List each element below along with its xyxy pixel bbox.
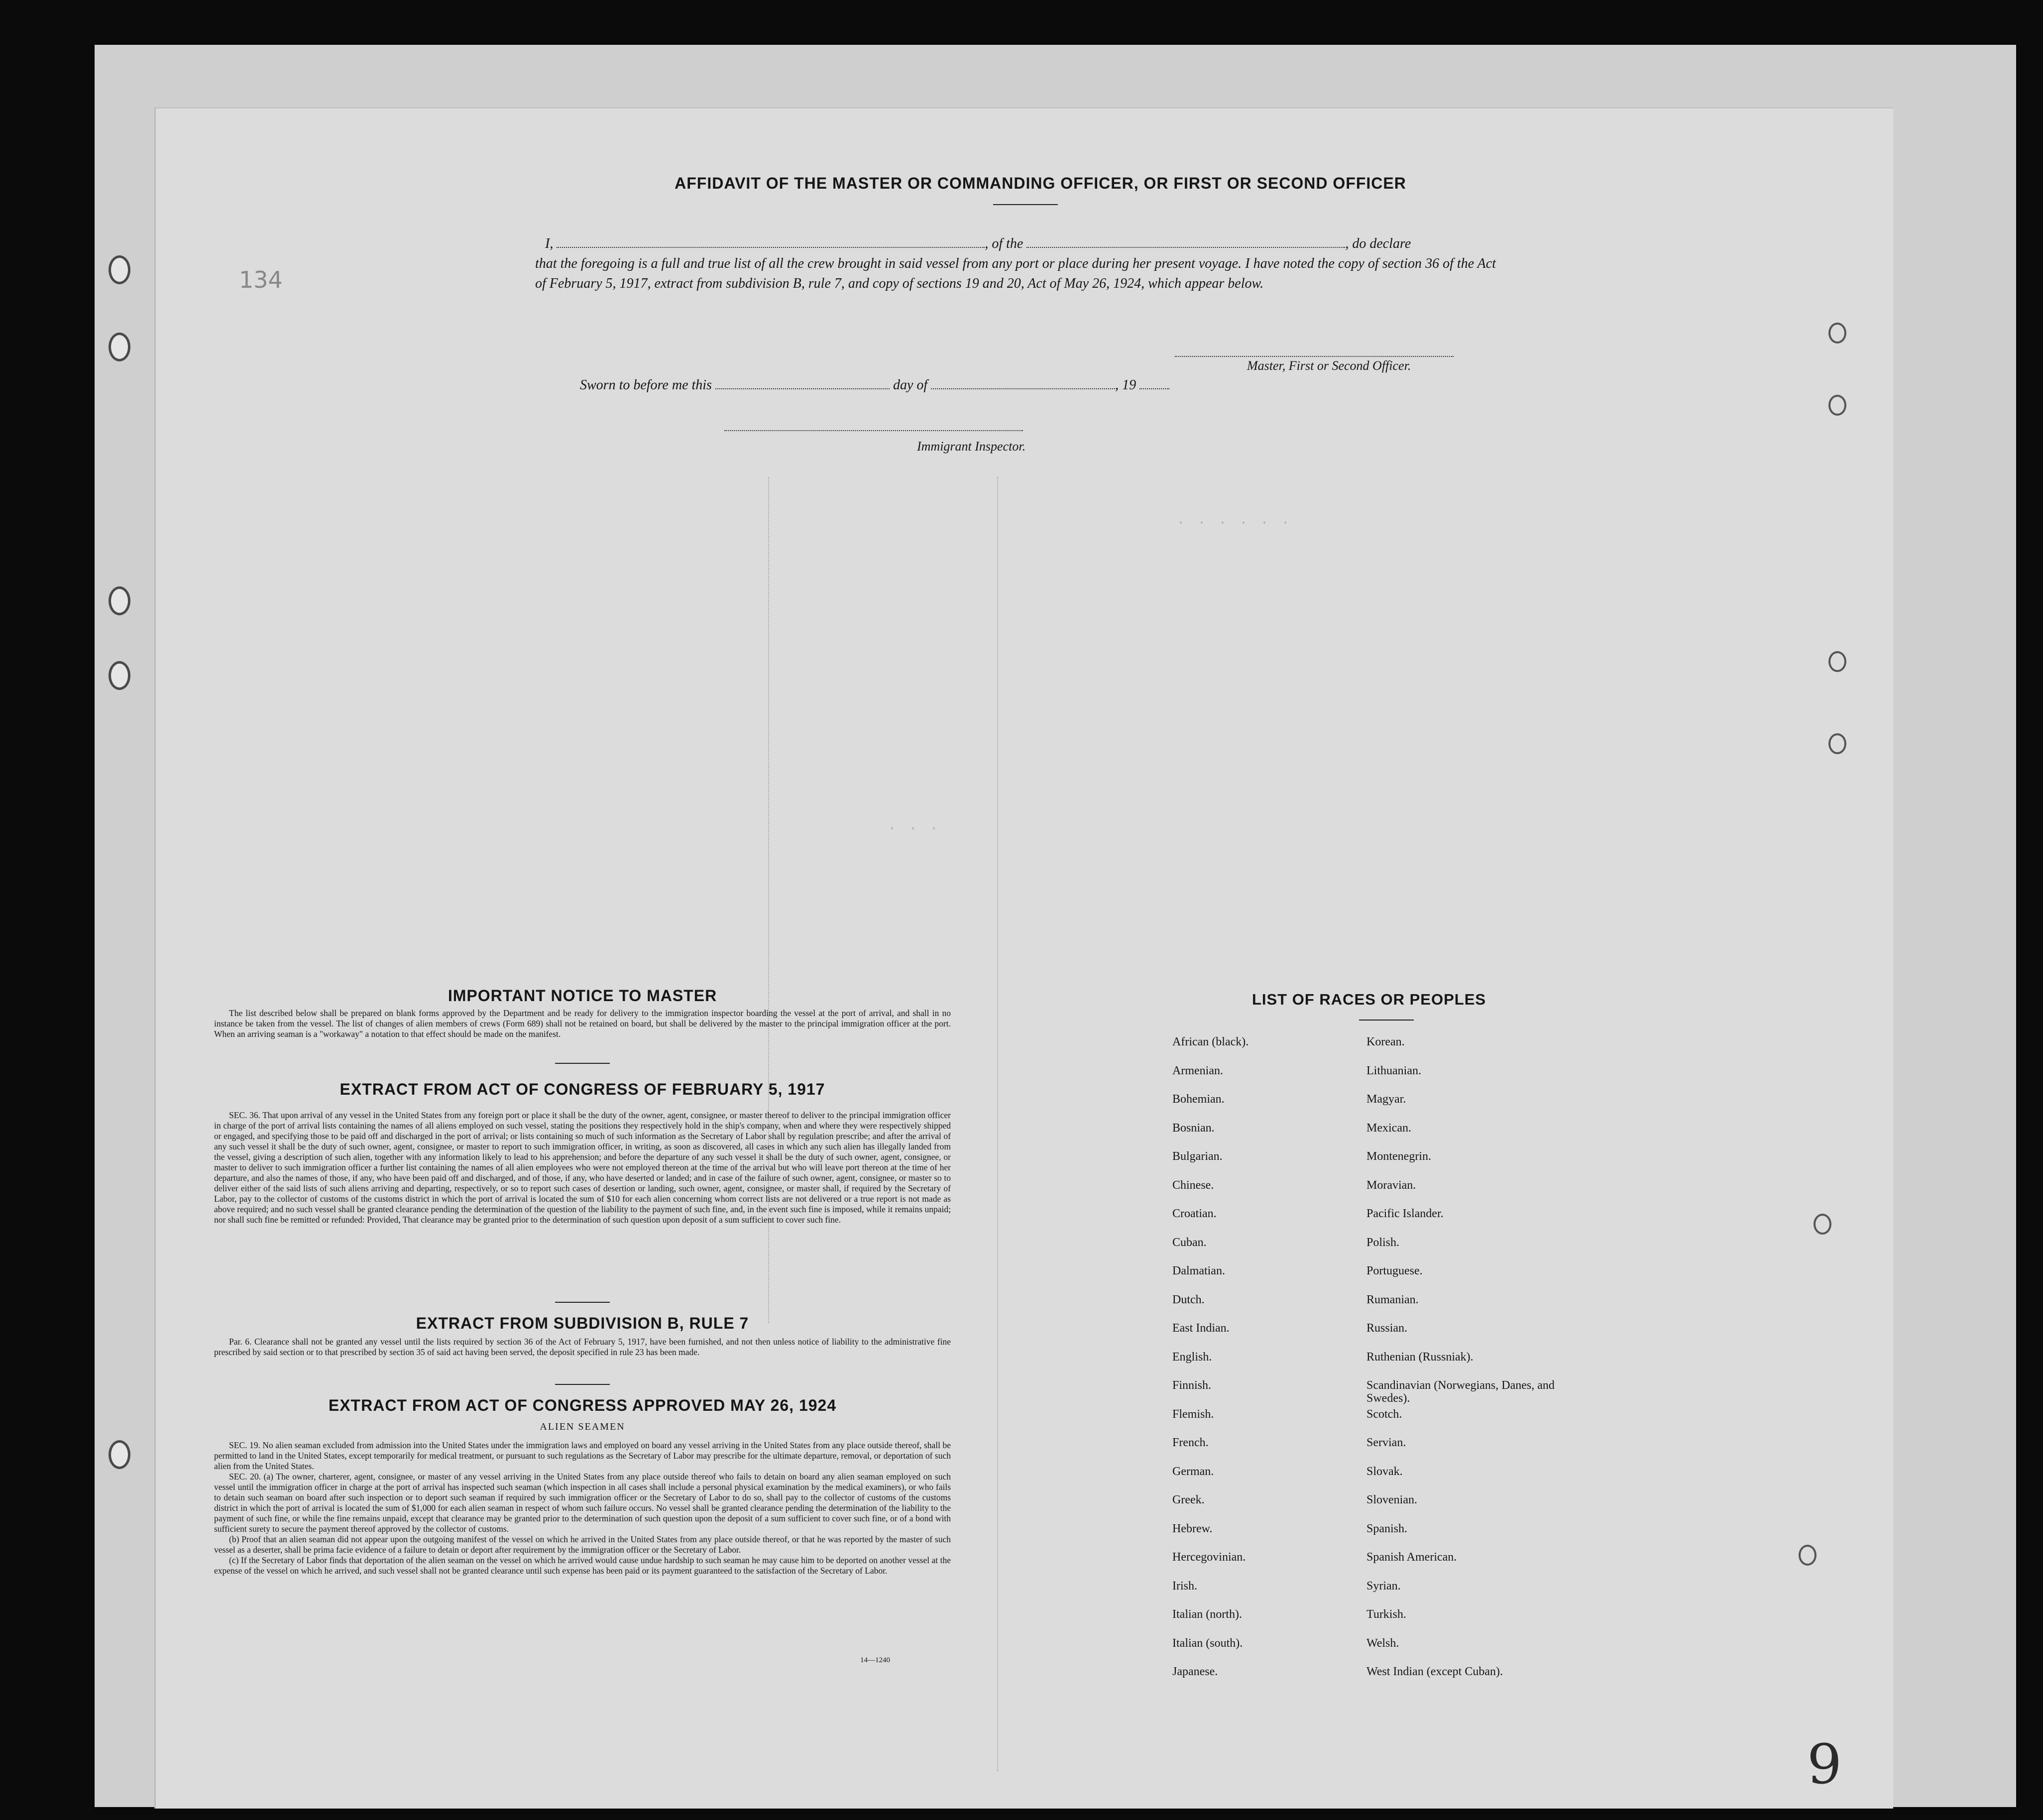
left-race-item: Hercegovinian. — [1172, 1551, 1246, 1564]
left-race-item: Bulgarian. — [1172, 1150, 1223, 1163]
left-race-item: Finnish. — [1172, 1379, 1212, 1392]
notice-body — [214, 1008, 951, 1039]
races-right-column — [1366, 1035, 1576, 1694]
punch-hole — [109, 586, 130, 615]
inspector-signature-line[interactable] — [724, 429, 1023, 431]
right-race-item: Scandinavian (Norwegians, Danes, and Swedes). — [1366, 1379, 1555, 1405]
rule-7-title: EXTRACT FROM SUBDIVISION B, RULE 7 — [416, 1314, 749, 1332]
affidavit-intro: I, — [545, 236, 554, 251]
sworn-day-field[interactable] — [715, 388, 890, 389]
ring-mark — [1828, 323, 1846, 343]
sec-20b-paragraph: (b) Proof that an alien seaman did not appear upon the outgoing manifest of the vessel on which he arrived in the United States from any place outside thereof, or that he was reported by the master of such vessel as a deserter, shall be prima facie evidence of a failure to detain or deport after requirement by the immigration officer or the Secretary of Labor. — [214, 1534, 951, 1555]
alien-seamen-subtitle: ALIEN SEAMEN — [540, 1421, 625, 1432]
act-1917-divider — [555, 1302, 610, 1303]
left-race-item: Dutch. — [1172, 1293, 1205, 1306]
act-1917-body — [214, 1110, 951, 1225]
right-race-item: Slovak. — [1366, 1465, 1403, 1478]
rule-7-divider — [555, 1384, 610, 1385]
left-race-item: Dalmatian. — [1172, 1264, 1225, 1277]
affidavit-of-the: , of the — [985, 236, 1023, 251]
left-race-item: Chinese. — [1172, 1178, 1214, 1192]
form-number: 14—1240 — [860, 1656, 890, 1664]
sworn-year-field[interactable] — [1139, 388, 1169, 389]
rule-7-paragraph: Par. 6. Clearance shall not be granted any vessel until the lists required by section 36 of the Act of February 5, 1917, have been furnished, and not then unless notice of liability to the administrative fine prescribed by said section or to that prescribed by section 35 of said act having been served, the deposit specified in rule 23 has been made. — [214, 1337, 951, 1357]
act-1924-body — [214, 1440, 951, 1576]
left-race-item: German. — [1172, 1465, 1214, 1478]
left-race-item: African (black). — [1172, 1035, 1249, 1048]
right-race-item: Servian. — [1366, 1436, 1406, 1449]
left-race-item: Italian (south). — [1172, 1636, 1243, 1650]
sworn-line — [580, 377, 1169, 393]
right-race-item: Montenegrin. — [1366, 1150, 1431, 1163]
affidavit-title: AFFIDAVIT OF THE MASTER OR COMMANDING OFFICER, OR FIRST OR SECOND OFFICER — [675, 174, 1406, 192]
center-fold-line — [997, 477, 999, 1771]
corner-number: 134 — [239, 266, 283, 293]
left-race-item: Bohemian. — [1172, 1093, 1225, 1106]
right-race-item: Portuguese. — [1366, 1264, 1423, 1277]
races-left-column — [1172, 1035, 1371, 1694]
right-race-item: West Indian (except Cuban). — [1366, 1665, 1503, 1678]
right-race-item: Spanish. — [1366, 1522, 1408, 1535]
left-race-item: English. — [1172, 1350, 1212, 1364]
notice-paragraph: The list described below shall be prepared on blank forms approved by the Department and be ready for delivery to the immigration inspector boarding the vessel at the port of arrival, and shall in no instance be taken from the vessel. The list of changes of alien members of crews (Form 689) shall not be retained on board, but shall be delivered by the master to the principal immigration officer at the port. When an arriving seaman is a "workaway" a notation to that effect should be made on the manifest. — [214, 1008, 951, 1039]
sec-20c-paragraph: (c) If the Secretary of Labor finds that deportation of the alien seaman on the vessel on which he arrived would cause undue hardship to such seaman he may cause him to be deported on another vessel at the expense of the vessel on which he arrived, and such vessel shall not be granted clearance until such expense has been paid or its payment guaranteed to the satisfaction of the Secretary of Labor. — [214, 1555, 951, 1576]
left-race-item: Irish. — [1172, 1579, 1197, 1592]
sec-36-paragraph: SEC. 36. That upon arrival of any vessel in the United States from any foreign port or place it shall be the duty of the owner, agent, consignee, or master thereof to deliver to the principal immigration officer in charge of the port of arrival lists containing the names of all aliens employed on such vessel, stating the positions they respectively hold in the ship's company, when and where they were respectively shipped or engaged, and specifying those to be paid off and discharged in the port of arrival; or lists containing so much of such information as the Secretary of Labor shall by regulation prescribe; and after the arrival of any such vessel it shall be the duty of such owner, agent, consignee, or master to report to such immigration officer, in writing, as soon as discovered, all cases in which any such alien has illegally landed from the vessel, giving a description of such alien, together with any information likely to lead to his apprehension; and before the departure of any such vessel it shall be the duty of such owner, agent, consignee, or master to deliver to such immigration officer a further list containing the names of all alien employees who were not employed thereon at the time of the arrival but who will leave port thereon at the time of her departure, and also the names of those, if any, who have been paid off and discharged, and of those, if any, who have deserted or landed; and in case of the failure of such owner, agent, consignee, or master so to deliver either of the said lists of such aliens arriving and departing, respectively, or so to report such cases of desertion or landing, such owner, agent, consignee, or master shall, if required by the Secretary of Labor, pay to the collector of customs of the customs district in which the port of arrival is located the sum of $10 for each alien concerning whom correct lists are not delivered or a true report is not made as above required; and no such vessel shall be granted clearance pending the determination of the question of the liability to the payment of such fine, and, in the event such fine is imposed, while it remains unpaid; nor shall such fine be remitted or refunded: Provided, That clearance may be granted prior to the determination of such question upon deposit of a sum sufficient to cover such fine. — [214, 1110, 951, 1225]
notice-title: IMPORTANT NOTICE TO MASTER — [448, 987, 717, 1005]
sworn-prefix: Sworn to before me this — [580, 377, 712, 393]
right-race-item: Ruthenian (Russniak). — [1366, 1350, 1474, 1364]
rule-7-body — [214, 1337, 951, 1358]
ring-mark — [1799, 1545, 1816, 1566]
punch-hole — [109, 661, 130, 690]
right-race-item: Rumanian. — [1366, 1293, 1419, 1306]
right-race-item: Spanish American. — [1366, 1551, 1457, 1564]
sworn-month-field[interactable] — [931, 388, 1115, 389]
left-race-item: Cuban. — [1172, 1236, 1207, 1249]
master-signature-line[interactable] — [1175, 355, 1454, 357]
ring-mark — [1814, 1214, 1831, 1235]
right-race-item: Slovenian. — [1366, 1493, 1417, 1506]
bleed-through-marks: . . . . . . — [1176, 512, 1292, 529]
left-race-item: Bosnian. — [1172, 1121, 1215, 1135]
affidavit-do-declare: , do declare — [1345, 236, 1411, 251]
ring-mark — [1828, 395, 1846, 416]
sworn-day-label: day of — [893, 377, 928, 393]
right-race-item: Scotch. — [1366, 1407, 1402, 1421]
act-1917-title: EXTRACT FROM ACT OF CONGRESS OF FEBRUARY 5, 1917 — [340, 1080, 825, 1098]
punch-hole — [109, 333, 130, 361]
affidavit-body: that the foregoing is a full and true list of all the crew brought in said vessel from any port or place during her present voyage. I have noted the copy of section 36 of the Act of February 5, 1917, extract from subdivision B, rule 7, and copy of sections 19 and 20, Act of May 26, 1924, which appear below. — [535, 256, 1496, 291]
right-race-item: Mexican. — [1366, 1121, 1411, 1135]
races-title: LIST OF RACES OR PEOPLES — [1251, 991, 1486, 1008]
left-race-item: Flemish. — [1172, 1407, 1214, 1421]
sec-19-paragraph: SEC. 19. No alien seaman excluded from admission into the United States under the immigration laws and employed on board any vessel arriving in the United States from any place outside thereof, shall be permitted to land in the United States, except temporarily for medical treatment, or pursuant to such regulations as the Secretary of Labor may prescribe for the ultimate departure, removal, or deportation of such alien from the United States. — [214, 1440, 951, 1471]
right-race-item: Turkish. — [1366, 1608, 1406, 1621]
right-race-item: Welsh. — [1366, 1636, 1399, 1650]
left-race-item: Italian (north). — [1172, 1608, 1242, 1621]
master-signature-caption: Master, First or Second Officer. — [1247, 358, 1411, 373]
notice-divider — [555, 1063, 610, 1064]
left-race-item: Japanese. — [1172, 1665, 1218, 1678]
right-race-item: Moravian. — [1366, 1178, 1416, 1192]
right-race-item: Magyar. — [1366, 1093, 1406, 1106]
ring-mark — [1828, 733, 1846, 754]
bleed-through-marks: · · · — [888, 820, 940, 837]
left-race-item: Greek. — [1172, 1493, 1205, 1506]
right-race-item: Lithuanian. — [1366, 1064, 1421, 1077]
right-race-item: Polish. — [1366, 1236, 1400, 1249]
sec-20a-paragraph: SEC. 20. (a) The owner, charterer, agent, consignee, or master of any vessel arriving in the United States from any place outside thereof who fails to detain on board any alien seaman employed on such vessel until the immigration officer in charge at the port of arrival has inspected such seaman (which inspection in all cases shall include a personal physical examination by the medical examiners), or who fails to detain such seaman on board after such inspection or to deport such seaman if required by such immigration officer or the Secretary of Labor to do so, shall pay to the collector of customs of the customs district in which the port of arrival is located the sum of $1,000 for each alien seaman in respect of whom such failure occurs. No vessel shall be granted clearance pending the determination of the liability to the payment of such fine, or while the fine remains unpaid, except that clearance may be granted prior to the determination of such question upon the deposit of a sum sufficient to cover such fine, or of a bond with sufficient surety to secure the payment thereof approved by the collector of customs. — [214, 1472, 951, 1534]
sworn-year-prefix: , 19 — [1115, 377, 1136, 393]
right-race-item: Pacific Islander. — [1366, 1207, 1444, 1220]
punch-hole — [109, 255, 130, 284]
left-race-item: Croatian. — [1172, 1207, 1217, 1220]
left-race-item: East Indian. — [1172, 1322, 1230, 1335]
left-race-item: French. — [1172, 1436, 1209, 1449]
ring-mark — [1828, 651, 1846, 672]
right-race-item: Syrian. — [1366, 1579, 1401, 1592]
declarant-name-field[interactable] — [557, 247, 985, 248]
title-underline — [993, 204, 1058, 205]
inspector-caption: Immigrant Inspector. — [917, 439, 1026, 454]
affidavit-statement — [535, 234, 1496, 294]
punch-hole — [109, 1440, 130, 1469]
act-1924-title: EXTRACT FROM ACT OF CONGRESS APPROVED MAY 26, 1924 — [328, 1396, 837, 1414]
page-number: 9 — [1807, 1732, 1842, 1796]
right-race-item: Russian. — [1366, 1322, 1408, 1335]
right-race-item: Korean. — [1366, 1035, 1405, 1048]
vessel-name-field[interactable] — [1026, 247, 1345, 248]
left-race-item: Hebrew. — [1172, 1522, 1213, 1535]
left-race-item: Armenian. — [1172, 1064, 1223, 1077]
races-title-underline — [1359, 1020, 1414, 1021]
